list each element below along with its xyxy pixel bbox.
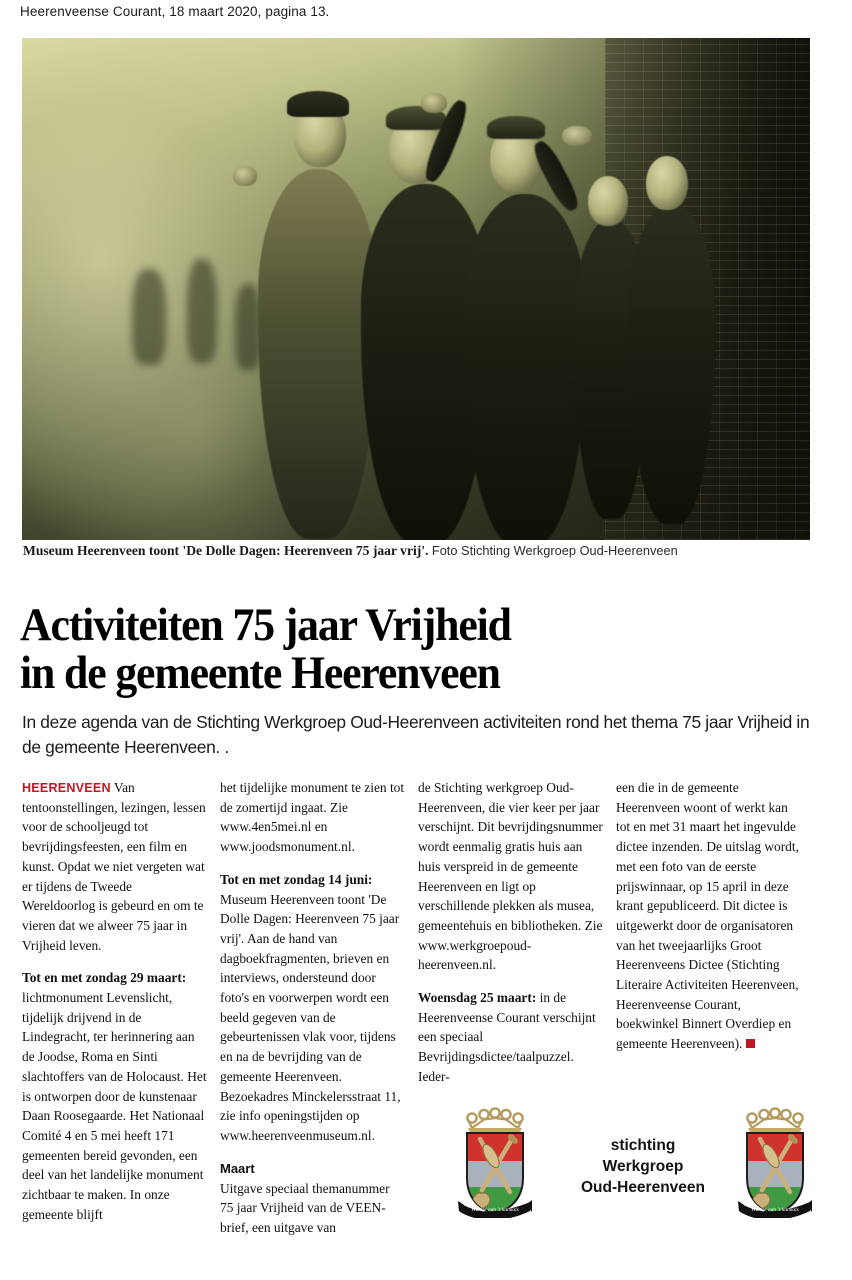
paragraph	[220, 1159, 406, 1238]
standfirst: In deze agenda van de Stichting Werkgroep Oud-Heerenveen activiteiten rond het thema 75 jaar Vrijheid in de gemeente Heerenveen. .	[22, 712, 810, 757]
paragraph-text: Van tentoonstellingen, lezingen, lessen voor de schooljeugd tot bevrijdingsfeesten, een film en kunst. Opdat we niet vergeten wat er tijdens de Tweede Wereldoorlog is gebeurd en om te vieren dat we alweer 75 jaar in Vrijheid leven.	[22, 780, 206, 953]
crest-motto-text: Wurkje oan 's kanaals	[751, 1207, 799, 1213]
column-1	[22, 778, 208, 1238]
paragraph	[616, 778, 802, 1054]
headline-line-1: Activiteiten 75 jaar Vrijheid	[20, 599, 511, 652]
paragraph	[220, 778, 406, 857]
photo-person-right	[463, 194, 587, 540]
paragraph	[22, 778, 208, 955]
paragraph	[418, 988, 604, 1087]
end-of-article-mark	[746, 1039, 755, 1048]
logo-line-1: stichting	[610, 1137, 676, 1154]
caption-bold-text: Museum Heerenveen toont 'De Dolle Dagen: Heerenveen 75 jaar vrij'.	[23, 543, 429, 558]
photo-credit: Foto Stichting Werkgroep Oud-Heerenveen	[431, 543, 678, 558]
photo-waving-hand	[562, 126, 592, 146]
source-line: Heerenveense Courant, 18 maart 2020, pagina 13.	[20, 4, 330, 19]
paragraph-lead: Tot en met zondag 14 juni:	[220, 871, 373, 887]
photo-waving-hand	[233, 166, 257, 186]
photo-person-head	[646, 156, 688, 210]
logo-line-2: Werkgroep	[602, 1157, 684, 1175]
paragraph	[220, 870, 406, 1146]
photo-caption	[23, 543, 823, 560]
paragraph-text: het tijdelijke monument te zien tot de zomertijd ingaat. Zie www.4en5mei.nl en www.joodsmonument.nl.	[220, 780, 405, 855]
crest-motto-text: Wurkje oan 's kanaals	[471, 1207, 519, 1213]
paragraph-text: een die in de gemeente Heerenveen woont of werkt kan tot en met 31 maart het ingevulde dictee inzenden. De uitslag wordt, met een foto van de eerste prijswinnaar, op 15 april in deze krant gepubliceerd. Dit dictee is uitgewerkt door de organisatoren van het tweejaarlijks Groot Heerenveens Dictee (Stichting Literaire Activiteiten Heerenveen, Heerenveense Courant, boekwinkel Binnert Overdiep en gemeente Heerenveen).	[616, 780, 799, 1052]
photo-person-head	[588, 176, 628, 226]
paragraph-text: in de Heerenveense Courant verschijnt een speciaal Bevrijdingsdictee/taalpuzzel. Ieder-	[418, 990, 596, 1084]
photo-background-figure	[187, 259, 217, 363]
paragraph-text: lichtmonument Levenslicht, tijdelijk drijvend in de Lindegracht, ter herinnering aan de Joodse, Roma en Sinti slachtoffers van de Holocaust. Het is ontworpen door de kunstenaar Daan Roosegaarde. Het Nationaal Comité 4 en 5 mei heeft 171 gemeenten bereid gevonden, een deel van het landelijke monument zichtbaar te maken. In onze gemeente blijft	[22, 990, 207, 1222]
subheading-maart: Maart	[220, 1160, 255, 1176]
dateline-kicker: HEERENVEEN	[22, 781, 111, 795]
historic-liberation-photo	[22, 38, 810, 540]
logo-wordmark	[548, 1136, 738, 1198]
paragraph	[418, 778, 604, 975]
paragraph-lead: Woensdag 25 maart:	[418, 990, 537, 1006]
logo-line-3: Oud-Heerenveen	[580, 1178, 706, 1196]
photo-background-figure	[132, 269, 166, 365]
photo-background-figure	[235, 284, 261, 370]
photo-beret-icon	[287, 91, 349, 117]
paragraph-text: Uitgave speciaal themanummer 75 jaar Vrijheid van de VEEN-brief, een uitgave van	[220, 1180, 390, 1236]
coat-of-arms-icon-right	[738, 1106, 812, 1218]
photo-hair	[487, 116, 545, 139]
paragraph-text: Museum Heerenveen toont 'De Dolle Dagen: Heerenveen 75 jaar vrij'. Aan de hand van dagboekfragmenten, brieven en interviews, ondersteund door foto's en voorwerpen wordt een beeld gegeven van de gebeurtenissen vlak voor, tijdens en na de bevrijding van de gemeente Heerenveen. Bezoekadres Minckelersstraat 11, zie info openingstijden op www.heerenveenmuseum.nl.	[220, 891, 401, 1143]
photo-waving-hand	[421, 93, 447, 113]
coat-of-arms-icon-left	[458, 1106, 532, 1218]
page-title	[20, 599, 764, 700]
article-photo	[22, 38, 810, 540]
paragraph-text: de Stichting werkgroep Oud-Heerenveen, die vier keer per jaar verschijnt. Dit bevrijdingsnummer wordt eenmalig gratis huis aan huis verspreid in de gemeente Heerenveen en ligt op verschillende plekken als musea, gemeentehuis en bibliotheken. Zie www.werkgroepoud-heerenveen.nl.	[418, 780, 603, 973]
paragraph-lead: Tot en met zondag 29 maart:	[22, 970, 187, 986]
headline-line-2: in de gemeente Heerenveen	[20, 647, 500, 700]
column-2	[220, 778, 406, 1238]
paragraph	[22, 968, 208, 1224]
photo-person-background-man	[629, 204, 715, 524]
logo-block	[452, 1098, 824, 1226]
